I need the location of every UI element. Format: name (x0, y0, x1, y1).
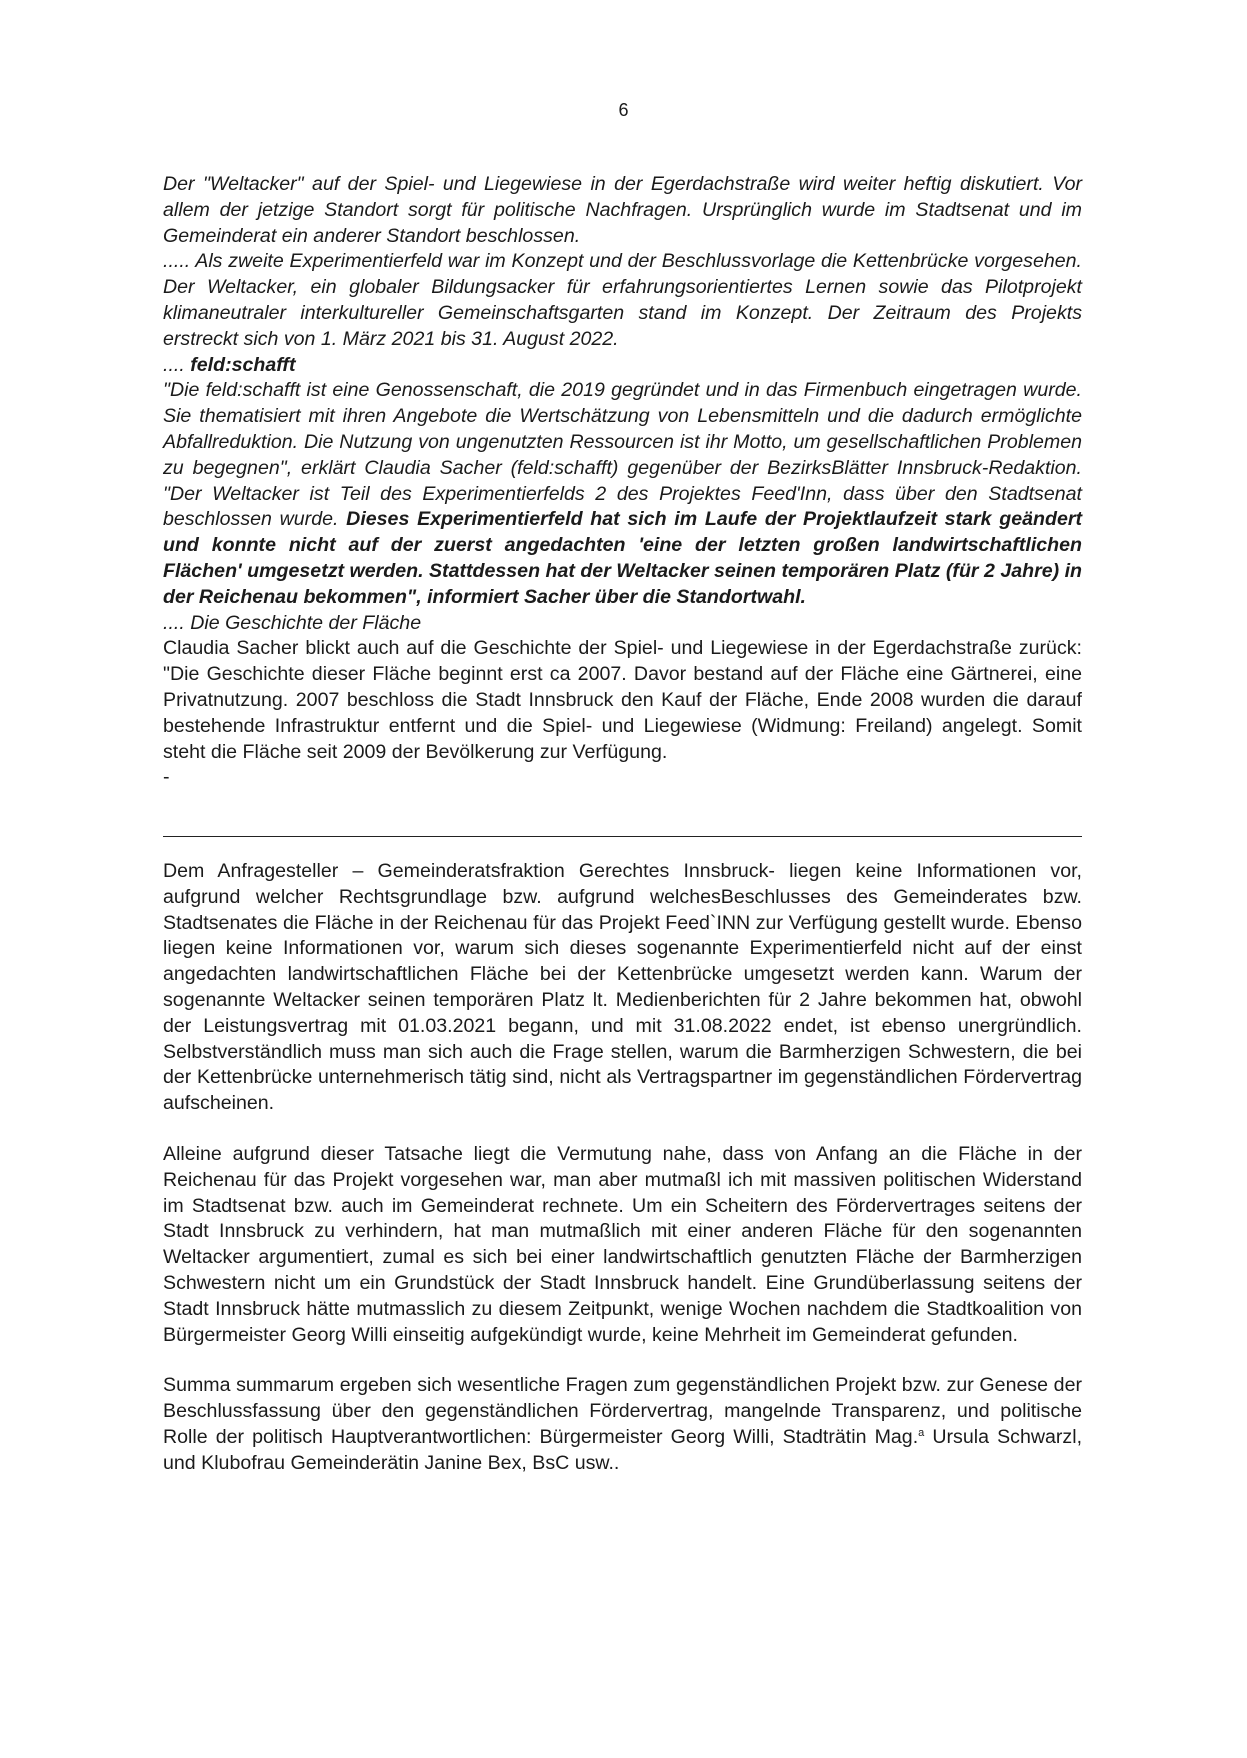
body-paragraph-1: Dem Anfragesteller – Gemeinderatsfraktion Gerechtes Innsbruck- liegen keine Informationen vor, aufgrund welcher Rechtsgrundlage bzw. aufgrund welchesBeschlusses des Gemeinderates bzw. Stadtsenates die Fläche in der Reichenau für das Projekt Feed`INN zur Verfügung gestellt wurde. Ebenso liegen keine Informationen vor, warum sich dieses sogenannte Experimentierfeld nicht auf der einst angedachten landwirtschaftlichen Fläche bei der Kettenbrücke umgesetzt werden kann. Warum der sogenannte Weltacker seinen temporären Platz lt. Medienberichten für 2 Jahre bekommen hat, obwohl der Leistungsvertrag mit 01.03.2021 begann, und mit 31.08.2022 endet, ist ebenso unergründlich. Selbstverständlich muss man sich auch die Frage stellen, warum die Barmherzigen Schwestern, die bei der Kettenbrücke unternehmerisch tätig sind, nicht als Vertragspartner im gegenständlichen Fördervertrag aufscheinen. (163, 860, 1082, 1115)
quote-paragraph-intro: Der "Weltacker" auf der Spiel- und Liegewiese in der Egerdachstraße wird weiter heftig diskutiert. Vor allem der jetzige Standort sorgt für politische Nachfragen. Ursprünglich wurde im Stadtsenat und im Gemeinderat ein anderer Standort beschlossen. (163, 173, 1082, 247)
quote-heading-history: .... Die Geschichte der Fläche (163, 611, 422, 634)
body-paragraph-3-end: Ursula Schwarzl, und Klubofrau Gemeinderätin Janine Bex, BsC usw.. (163, 1425, 1083, 1474)
body-paragraph-3-text: Summa summarum ergeben sich wesentliche Fragen zum gegenständlichen Projekt bzw. zur Genese der Beschlussfassung über den gegenständlichen Fördervertrag, mangelnde Transparenz, und politische Rolle der politisch Hauptverantwortlichen: Bürgermeister Georg Willi, Stadträtin Mag. (163, 1374, 1082, 1448)
quote-dash: - (163, 766, 170, 789)
quote-paragraph-history: Claudia Sacher blickt auch auf die Geschichte der Spiel- und Liegewiese in der Egerdachstraße zurück: "Die Geschichte dieser Fläche beginnt erst ca 2007. Davor bestand auf der Fläche eine Gärtnerei, eine Privatnutzung. 2007 beschloss die Stadt Innsbruck den Kauf der Fläche, Ende 2008 wurden die darauf bestehende Infrastruktur entfernt und die Spiel- und Liegewiese (Widmung: Freiland) angelegt. Somit steht die Fläche seit 2009 der Bevölkerung zur Verfügung. (163, 637, 1082, 763)
quote-bold-text: Dieses Experimentierfeld hat sich im Laufe der Projektlaufzeit stark geändert und konnte nicht auf der zuerst angedachten 'eine der letzten großen landwirtschaftlichen Flächen' umgesetzt werden. Stattdessen hat der Weltacker seinen temporären Platz (für 2 Jahre) in der Reichenau bekommen", informiert Sacher über die Standortwahl. (163, 508, 1082, 608)
body-paragraph-2: Alleine aufgrund dieser Tatsache liegt die Vermutung nahe, dass von Anfang an die Fläche in der Reichenau für das Projekt vorgesehen war, man aber mutmaßl ich mit massiven politischen Widerstand im Stadtsenat bzw. auch im Gemeinderat rechnete. Um ein Scheitern des Fördervertrages seitens der Stadt Innsbruck zu verhindern, hat man mutmaßlich mit einer anderen Fläche für den sogenannten Weltacker argumentiert, zumal es sich bei einer landwirtschaftlich genutzten Fläche der Barmherzigen Schwestern nicht um ein Grundstück der Stadt Innsbruck handelt. Eine Grundüberlassung seitens der Stadt Innsbruck hätte mutmasslich zu diesem Zeitpunkt, wenige Wochen nachdem die Stadtkoalition von Bürgermeister Georg Willi einseitig aufgekündigt wurde, keine Mehrheit im Gemeinderat gefunden. (163, 1142, 1082, 1346)
quote-paragraph-feldschafft (163, 378, 1082, 610)
page-number: 6 (618, 100, 629, 120)
separator-rule (163, 836, 1082, 837)
quoted-article (163, 172, 1082, 791)
quote-regular-text: "Die feld:schafft ist eine Genossenschaft, die 2019 gegründet und in das Firmenbuch eingetragen wurde. Sie thematisiert mit ihren Angebote die Wertschätzung von Lebensmitteln und die dadurch ermöglichte Abfallreduktion. Die Nutzung von ungenutzten Ressourcen ist ihr Motto, um gesellschaftlichen Problemen zu begegnen", erklärt Claudia Sacher (feld:schafft) gegenüber der BezirksBlätter Innsbruck-Redaktion. "Der Weltacker ist Teil des Experimentierfelds 2 des Projektes Feed'Inn, dass über den Stadtsenat beschlossen wurde. (163, 379, 1082, 531)
body-paragraph-3 (163, 1373, 1082, 1476)
superscript-a: a (918, 1426, 925, 1439)
inquiry-body (163, 859, 1082, 1502)
heading-ellipsis: .... (163, 353, 191, 376)
quote-heading-feldschafft (163, 353, 1082, 379)
heading-feldschafft-label: feld:schafft (190, 353, 296, 376)
quote-paragraph-second-field: ..... Als zweite Experimentierfeld war im Konzept und der Beschlussvorlage die Kettenbrücke vorgesehen. Der Weltacker, ein globaler Bildungsacker für erfahrungsorientiertes Lernen sowie das Pilotprojekt klimaneutraler interkultureller Gemeinschaftsgarten stand im Konzept. Der Zeitraum des Projekts erstreckt sich von 1. März 2021 bis 31. August 2022. (163, 250, 1082, 350)
